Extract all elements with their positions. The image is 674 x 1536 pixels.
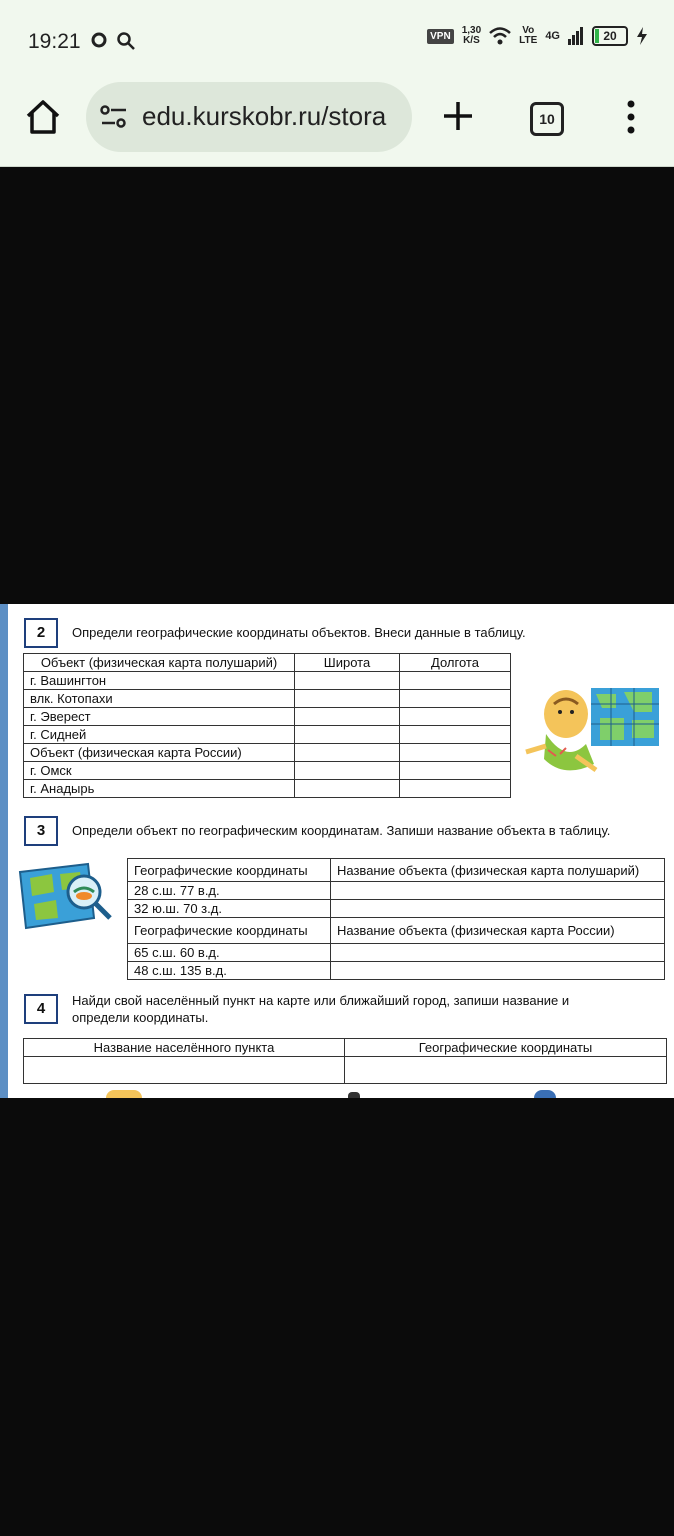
longitude-cell[interactable] bbox=[400, 672, 511, 690]
battery-level: 20 bbox=[603, 29, 617, 43]
table-header-row bbox=[128, 918, 665, 944]
browser-toolbar bbox=[0, 84, 674, 167]
object-name-cell[interactable] bbox=[331, 900, 665, 918]
header-coordinates: Географические координаты bbox=[345, 1039, 667, 1057]
longitude-cell[interactable] bbox=[400, 708, 511, 726]
table-header-row bbox=[24, 654, 511, 672]
object-cell: г. Анадырь bbox=[24, 780, 295, 798]
table-row bbox=[24, 744, 511, 762]
task4-number: 4 bbox=[24, 994, 58, 1024]
header-object-name: Название объекта (физическая карта полушарий) bbox=[331, 859, 665, 882]
home-icon[interactable] bbox=[24, 98, 62, 136]
url-text[interactable]: edu.kurskobr.ru/stora bbox=[142, 101, 387, 131]
chat-icon bbox=[90, 31, 108, 49]
task3-text: Определи объект по географическим координатам. Запиши название объекта в таблицу. bbox=[72, 823, 611, 838]
task4-text bbox=[72, 992, 569, 1026]
header-object: Объект (физическая карта полушарий) bbox=[24, 654, 295, 672]
table-row bbox=[24, 780, 511, 798]
new-tab-icon[interactable] bbox=[442, 100, 474, 132]
header-longitude: Долгота bbox=[400, 654, 511, 672]
task3-number: 3 bbox=[24, 816, 58, 846]
header-coordinates: Географические координаты bbox=[128, 918, 331, 944]
table-header-row bbox=[128, 859, 665, 882]
task4-text-line2: определи координаты. bbox=[72, 1010, 209, 1025]
object-name-cell[interactable] bbox=[331, 882, 665, 900]
status-right bbox=[427, 26, 648, 46]
latitude-cell[interactable] bbox=[295, 780, 400, 798]
task4-text-line1: Найди свой населённый пункт на карте или ближайший город, запиши название и bbox=[72, 993, 570, 1008]
longitude-cell[interactable] bbox=[400, 744, 511, 762]
header-settlement: Название населённого пункта bbox=[24, 1039, 345, 1057]
header-coordinates: Географические координаты bbox=[128, 859, 331, 882]
address-bar[interactable] bbox=[86, 82, 412, 152]
volte-top: Vo bbox=[522, 25, 535, 36]
latitude-cell[interactable] bbox=[295, 726, 400, 744]
search-icon bbox=[116, 31, 136, 51]
table-row bbox=[24, 690, 511, 708]
tabs-icon[interactable] bbox=[530, 102, 564, 136]
task2-table bbox=[23, 653, 511, 798]
object-cell: г. Сидней bbox=[24, 726, 295, 744]
table-row bbox=[128, 882, 665, 900]
table-row bbox=[128, 944, 665, 962]
settlement-cell[interactable] bbox=[24, 1057, 345, 1084]
status-time: 19:21 bbox=[28, 30, 81, 53]
network-speed bbox=[462, 26, 481, 46]
latitude-cell[interactable] bbox=[295, 690, 400, 708]
wifi-icon bbox=[489, 27, 511, 45]
volte-badge bbox=[519, 26, 537, 46]
longitude-cell[interactable] bbox=[400, 762, 511, 780]
longitude-cell[interactable] bbox=[400, 690, 511, 708]
table-row bbox=[24, 1057, 667, 1084]
tab-count: 10 bbox=[539, 111, 555, 127]
signal-icon bbox=[568, 27, 584, 45]
latitude-cell[interactable] bbox=[295, 708, 400, 726]
decorative-figure bbox=[534, 1090, 556, 1098]
coordinates-cell: 32 ю.ш. 70 з.д. bbox=[128, 900, 331, 918]
status-bar bbox=[0, 0, 674, 84]
object-name-cell[interactable] bbox=[331, 962, 665, 980]
longitude-cell[interactable] bbox=[400, 780, 511, 798]
kid-with-map-illustration bbox=[516, 684, 666, 779]
volte-bottom: LTE bbox=[519, 35, 538, 46]
task4-table bbox=[23, 1038, 667, 1084]
latitude-cell[interactable] bbox=[295, 672, 400, 690]
coordinates-cell: 48 с.ш. 135 в.д. bbox=[128, 962, 331, 980]
table-row bbox=[24, 708, 511, 726]
network-type: 4G bbox=[545, 30, 560, 42]
map-magnifier-illustration bbox=[18, 862, 114, 938]
table-row bbox=[24, 762, 511, 780]
page-edge bbox=[0, 604, 8, 1098]
object-name-cell[interactable] bbox=[331, 944, 665, 962]
battery-indicator bbox=[592, 26, 628, 46]
table-row bbox=[128, 962, 665, 980]
vpn-badge: VPN bbox=[427, 29, 454, 44]
menu-icon[interactable] bbox=[624, 99, 638, 135]
object-cell: г. Вашингтон bbox=[24, 672, 295, 690]
decorative-figure bbox=[348, 1092, 360, 1098]
speed-value: 1,30 bbox=[461, 25, 482, 36]
latitude-cell[interactable] bbox=[295, 762, 400, 780]
task2-number: 2 bbox=[24, 618, 58, 648]
object-cell: Объект (физическая карта России) bbox=[24, 744, 295, 762]
object-cell: г. Омск bbox=[24, 762, 295, 780]
site-settings-icon[interactable] bbox=[100, 104, 128, 130]
task3-table bbox=[127, 858, 665, 980]
decorative-figure bbox=[106, 1090, 142, 1098]
object-cell: влк. Котопахи bbox=[24, 690, 295, 708]
speed-unit: K/S bbox=[463, 35, 480, 46]
task2-text: Определи географические координаты объектов. Внеси данные в таблицу. bbox=[72, 625, 526, 640]
charging-icon bbox=[636, 27, 648, 45]
coordinates-cell: 28 с.ш. 77 в.д. bbox=[128, 882, 331, 900]
table-row bbox=[24, 726, 511, 744]
table-row bbox=[128, 900, 665, 918]
header-object-name: Название объекта (физическая карта России) bbox=[331, 918, 665, 944]
longitude-cell[interactable] bbox=[400, 726, 511, 744]
object-cell: г. Эверест bbox=[24, 708, 295, 726]
coordinates-cell[interactable] bbox=[345, 1057, 667, 1084]
coordinates-cell: 65 с.ш. 60 в.д. bbox=[128, 944, 331, 962]
document-page bbox=[8, 604, 674, 1098]
table-row bbox=[24, 672, 511, 690]
table-header-row bbox=[24, 1039, 667, 1057]
header-latitude: Широта bbox=[295, 654, 400, 672]
latitude-cell[interactable] bbox=[295, 744, 400, 762]
